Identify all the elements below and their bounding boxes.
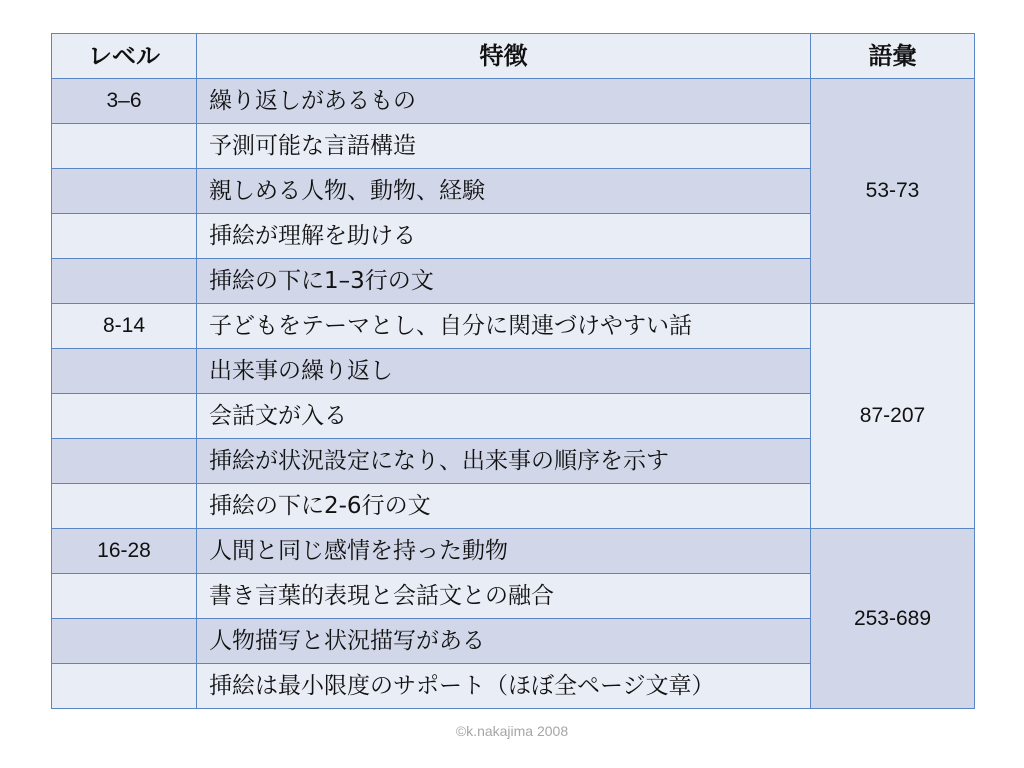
- feature-cell: 人間と同じ感情を持った動物: [197, 529, 811, 574]
- feature-cell: 会話文が入る: [197, 394, 811, 439]
- feature-cell: 書き言葉的表現と会話文との融合: [197, 574, 811, 619]
- level-cell: [52, 574, 197, 619]
- feature-cell: 挿絵の下に1–3行の文: [197, 259, 811, 304]
- feature-cell: 挿絵の下に2-6行の文: [197, 484, 811, 529]
- header-vocabulary: 語彙: [811, 34, 975, 79]
- table-row: [52, 304, 975, 349]
- level-cell: [52, 619, 197, 664]
- table-row: [52, 529, 975, 574]
- feature-cell: 子どもをテーマとし、自分に関連づけやすい話: [197, 304, 811, 349]
- feature-cell: 予測可能な言語構造: [197, 124, 811, 169]
- feature-cell: 挿絵は最小限度のサポート（ほぼ全ページ文章）: [197, 664, 811, 709]
- feature-cell: 人物描写と状況描写がある: [197, 619, 811, 664]
- level-cell: 3–6: [52, 79, 197, 124]
- header-row: [52, 34, 975, 79]
- vocab-cell: 53-73: [811, 79, 975, 304]
- header-level: レベル: [52, 34, 197, 79]
- header-features: 特徴: [197, 34, 811, 79]
- reading-level-table: [51, 33, 975, 709]
- level-cell: 8-14: [52, 304, 197, 349]
- feature-cell: 挿絵が状況設定になり、出来事の順序を示す: [197, 439, 811, 484]
- level-cell: [52, 124, 197, 169]
- feature-cell: 挿絵が理解を助ける: [197, 214, 811, 259]
- level-cell: [52, 484, 197, 529]
- copyright-notice: ©k.nakajima 2008: [455, 723, 569, 739]
- level-cell: [52, 664, 197, 709]
- level-cell: [52, 214, 197, 259]
- level-cell: [52, 349, 197, 394]
- table-row: [52, 79, 975, 124]
- vocab-cell: 253-689: [811, 529, 975, 709]
- feature-cell: 親しめる人物、動物、経験: [197, 169, 811, 214]
- level-cell: [52, 439, 197, 484]
- feature-cell: 出来事の繰り返し: [197, 349, 811, 394]
- level-cell: [52, 394, 197, 439]
- level-cell: [52, 169, 197, 214]
- level-cell: [52, 259, 197, 304]
- feature-cell: 繰り返しがあるもの: [197, 79, 811, 124]
- level-cell: 16-28: [52, 529, 197, 574]
- vocab-cell: 87-207: [811, 304, 975, 529]
